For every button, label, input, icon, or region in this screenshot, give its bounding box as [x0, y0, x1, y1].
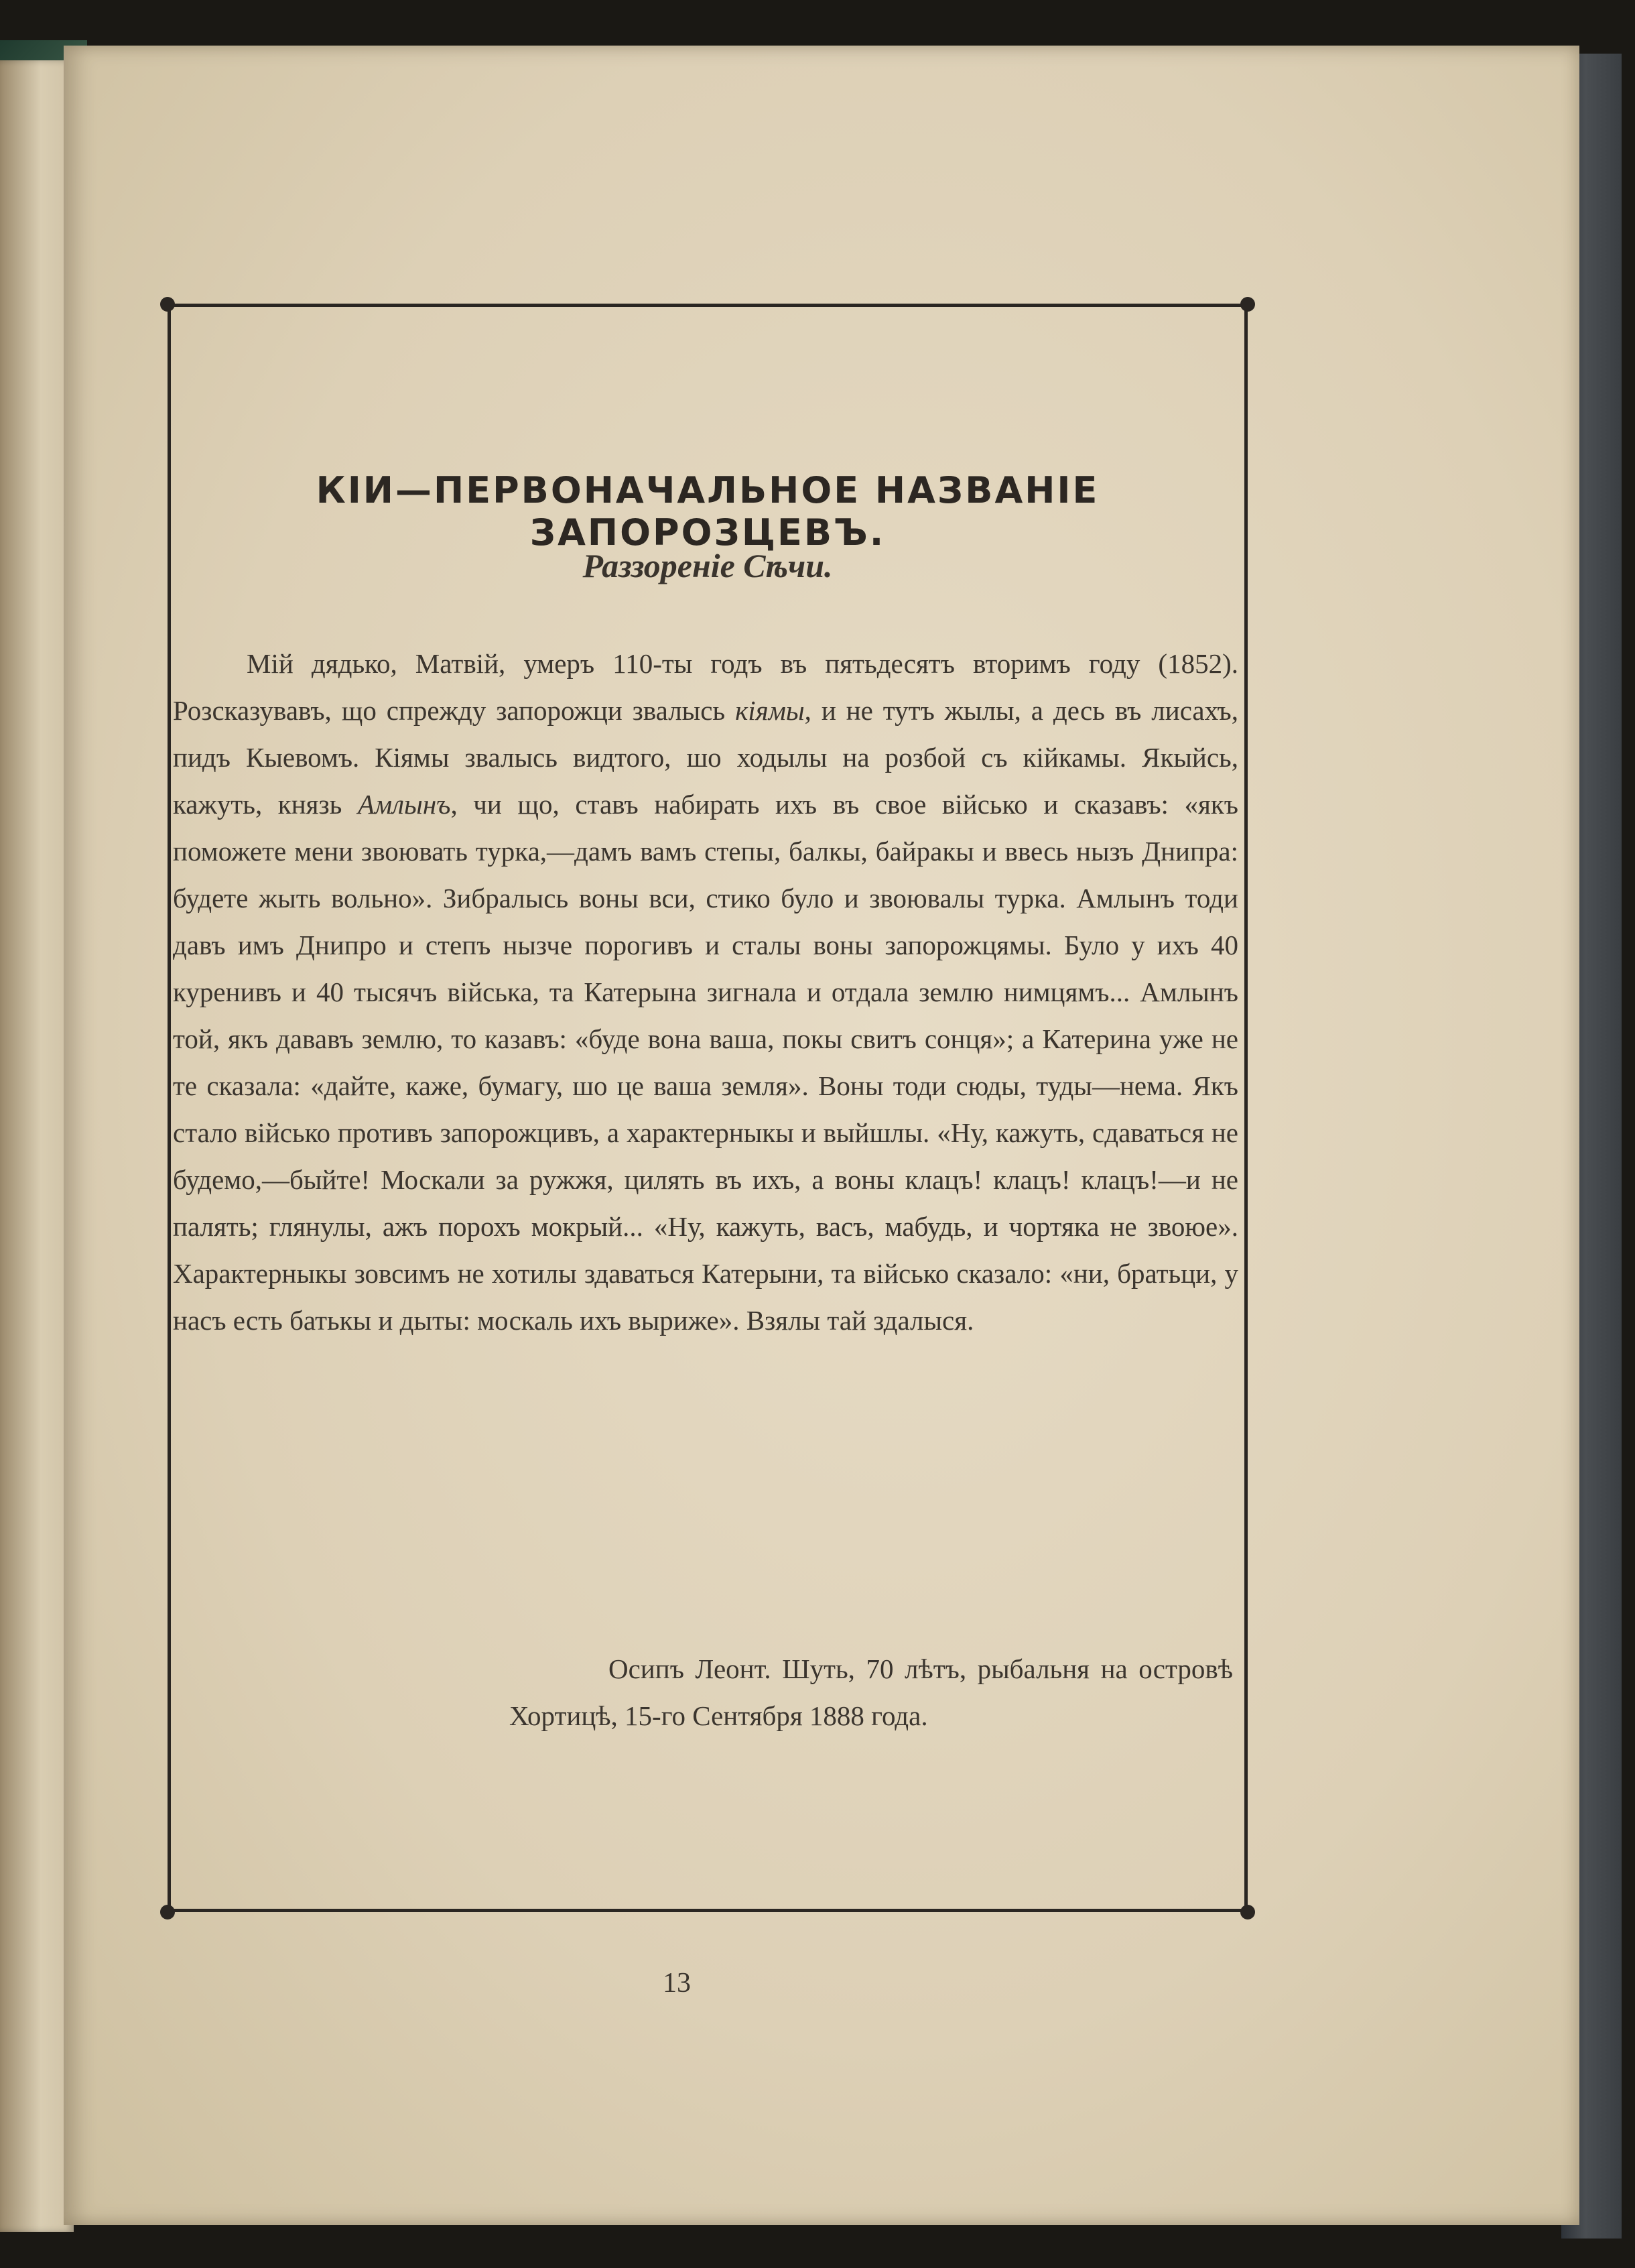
informant-signature: Осипъ Леонт. Шуть, 70 лѣтъ, рыбальня на островѣ Хортицѣ, 15-го Сентября 1888 года.	[509, 1653, 1233, 1731]
body-text-part-2: , и не тутъ жылы, а десь въ лисахъ, пидъ Кыевомъ. Кіямы звалысь видтого, шо ходылы на розбой съ кійкамы. Якыйсь, кажуть, князь	[173, 695, 1238, 820]
body-text-part-1: Мій дядько, Матвій, умеръ 110-ты годъ въ пятьдесятъ вторимъ году (1852). Розсказувавъ, що спрежду запорожци звалысь	[173, 648, 1238, 726]
chapter-heading: КІИ—ПЕРВОНАЧАЛЬНОЕ НАЗВАНІЕ ЗАПОРОЗЦЕВЪ.	[316, 469, 1100, 554]
chapter-subheading: Раззореніе Сѣчи.	[582, 547, 833, 584]
frame-corner-ornament-top-left	[160, 297, 175, 312]
frame-corner-ornament-bottom-left	[160, 1905, 175, 1919]
previous-page-edge	[0, 60, 74, 2232]
page-number: 13	[663, 1968, 691, 1999]
body-text-part-3: , чи що, ставъ набирать ихъ въ свое військо и сказавъ: «якъ поможете мени звоювать турка,—дамъ вамъ степы, балкы, байракы и ввесь нызъ Днипра: будете жыть вольно». Зибралысь воны вси, стико було и звоювалы турка. Амлынъ тоди давъ имъ Днипро и степъ нызче порогивъ и сталы воны запорожцямы. Було у ихъ 40 куренивъ и 40 тысячъ війська, та Катерына зигнала и отдала землю нимцямъ... Амлынъ той, якъ дававъ землю, то казавъ: «буде вона ваша, покы свитъ сонця»; а Катерина уже не те сказала: «дайте, каже, бумагу, шо це ваша земля». Воны тоди сюды, туды—нема. Якъ стало військо противъ запорожцивъ, а характерныкы и выйшлы. «Ну, кажуть, сдаваться не будемо,—быйте! Москали за ружжя, цилять въ ихъ, а воны клацъ! клацъ! клацъ!—и не палять; глянулы, ажъ порохъ мокрый... «Ну, кажуть, васъ, мабудь, и чортяка не звоюе». Характерныкы зовсимъ не хотилы здаваться Катерыни, та військо сказало: «ни, братьци, у насъ есть батькы и дыты: москаль ихъ выриже». Взялы тай здалыся.	[173, 789, 1238, 1336]
frame-corner-ornament-bottom-right	[1240, 1905, 1255, 1919]
frame-corner-ornament-top-right	[1240, 297, 1255, 312]
body-paragraph	[173, 640, 1238, 1344]
name-amlyn: Амлынъ	[357, 789, 451, 820]
term-kiyamy: кіямы	[735, 695, 805, 726]
